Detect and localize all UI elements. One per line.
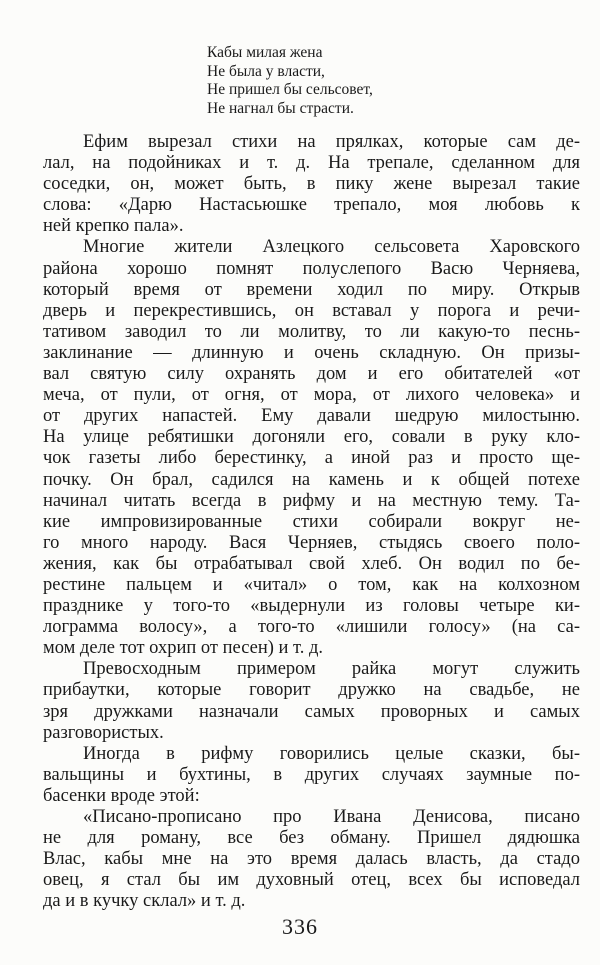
text-line: вал святую силу охранять дом и его обитателей «от <box>43 364 580 385</box>
text-line: соседки, он, может быть, в пику жене вырезал такие <box>43 174 580 195</box>
text-line: Иногда в рифму говорились целые сказки, бы- <box>83 743 580 764</box>
text-line: почку. Он брал, садился на камень и к общей потехе <box>43 469 580 490</box>
text-line: прибаутки, которые говорит дружко на свадьбе, не <box>43 680 580 701</box>
verse-line: Не была у власти, <box>207 62 325 80</box>
text-line: овец, я стал бы им духовный отец, всех бы исповедал <box>43 870 580 891</box>
page-number: 336 <box>282 914 318 940</box>
text-line: го много народу. Вася Черняев, стыдясь своего поло- <box>43 532 580 553</box>
text-line: начинал читать всегда в рифму и на местную тему. Та- <box>43 490 580 511</box>
text-line: да и в кучку склал» и т. д. <box>43 891 246 912</box>
text-line: Многие жители Азлецкого сельсовета Харовского <box>83 237 580 258</box>
text-line: заклинание — длинную и очень складную. Он призы- <box>43 342 580 363</box>
verse-line: Не нагнал бы страсти. <box>207 99 354 117</box>
text-line: Влас, кабы мне на это время далась власть, да стадо <box>43 849 580 870</box>
text-line: празднике у того-то «выдернули из головы четыре ки- <box>43 596 580 617</box>
text-line: дверь и перекрестившись, он вставал у порога и речи- <box>43 300 580 321</box>
text-line: Ефим вырезал стихи на прялках, которые сам де- <box>83 132 580 152</box>
text-line: чок газеты либо берестинку, а иной раз и просто ще- <box>43 448 580 469</box>
text-line: меча, от пули, от огня, от мора, от лихого человека» и <box>43 385 580 406</box>
text-line: от других напастей. Ему давали шедрую милостыню. <box>43 406 580 427</box>
paragraph <box>43 659 580 743</box>
paragraph <box>43 744 580 807</box>
text-line: слова: «Дарю Настасьюшке трепало, моя любовь к <box>43 195 580 216</box>
text-line: «Писано-прописано про Ивана Денисова, писано <box>83 807 580 827</box>
text-line: зря дружками назначали самых проворных и самых <box>43 701 580 722</box>
text-line: вальщины и бухтины, в других случаях заумные по- <box>43 764 580 785</box>
text-line: кие импровизированные стихи собирали вокруг не- <box>43 511 580 532</box>
body-text <box>43 132 580 912</box>
text-line: который время от времени ходил по миру. Открыв <box>43 279 580 300</box>
text-line: разговористых. <box>43 722 164 743</box>
text-line: района хорошо помнят полуслепого Васю Черняева, <box>43 258 580 279</box>
text-line: жения, как бы отрабатывал свой хлеб. Он водил по бе- <box>43 553 580 574</box>
paragraph <box>43 237 580 659</box>
text-line: ней крепко пала». <box>43 216 184 237</box>
text-line: Превосходным примером райка могут служить <box>83 659 580 680</box>
text-line: лал, на подойниках и т. д. На трепале, сделанном для <box>43 153 580 174</box>
text-line: рестине пальцем и «читал» о том, как на колхозном <box>43 574 580 595</box>
verse-quote <box>207 0 600 118</box>
text-line: тативом заводил то ли молитву, то ли какую-то песнь- <box>43 321 580 342</box>
paragraph <box>43 132 580 237</box>
text-line: мом деле тот охрип от песен) и т. д. <box>43 638 324 659</box>
verse-line: Не пришел бы сельсовет, <box>207 81 373 98</box>
text-line: лограмма волосу», а того-то «лишили голосу» (на са- <box>43 617 580 638</box>
text-line: На улице ребятишки догоняли его, совали в руку кло- <box>43 427 580 448</box>
text-line: басенки вроде этой: <box>43 785 200 806</box>
paragraph <box>43 807 580 912</box>
text-line: не для роману, все без обману. Пришел дядюшка <box>43 828 580 849</box>
verse-line: Кабы милая жена <box>207 44 323 61</box>
